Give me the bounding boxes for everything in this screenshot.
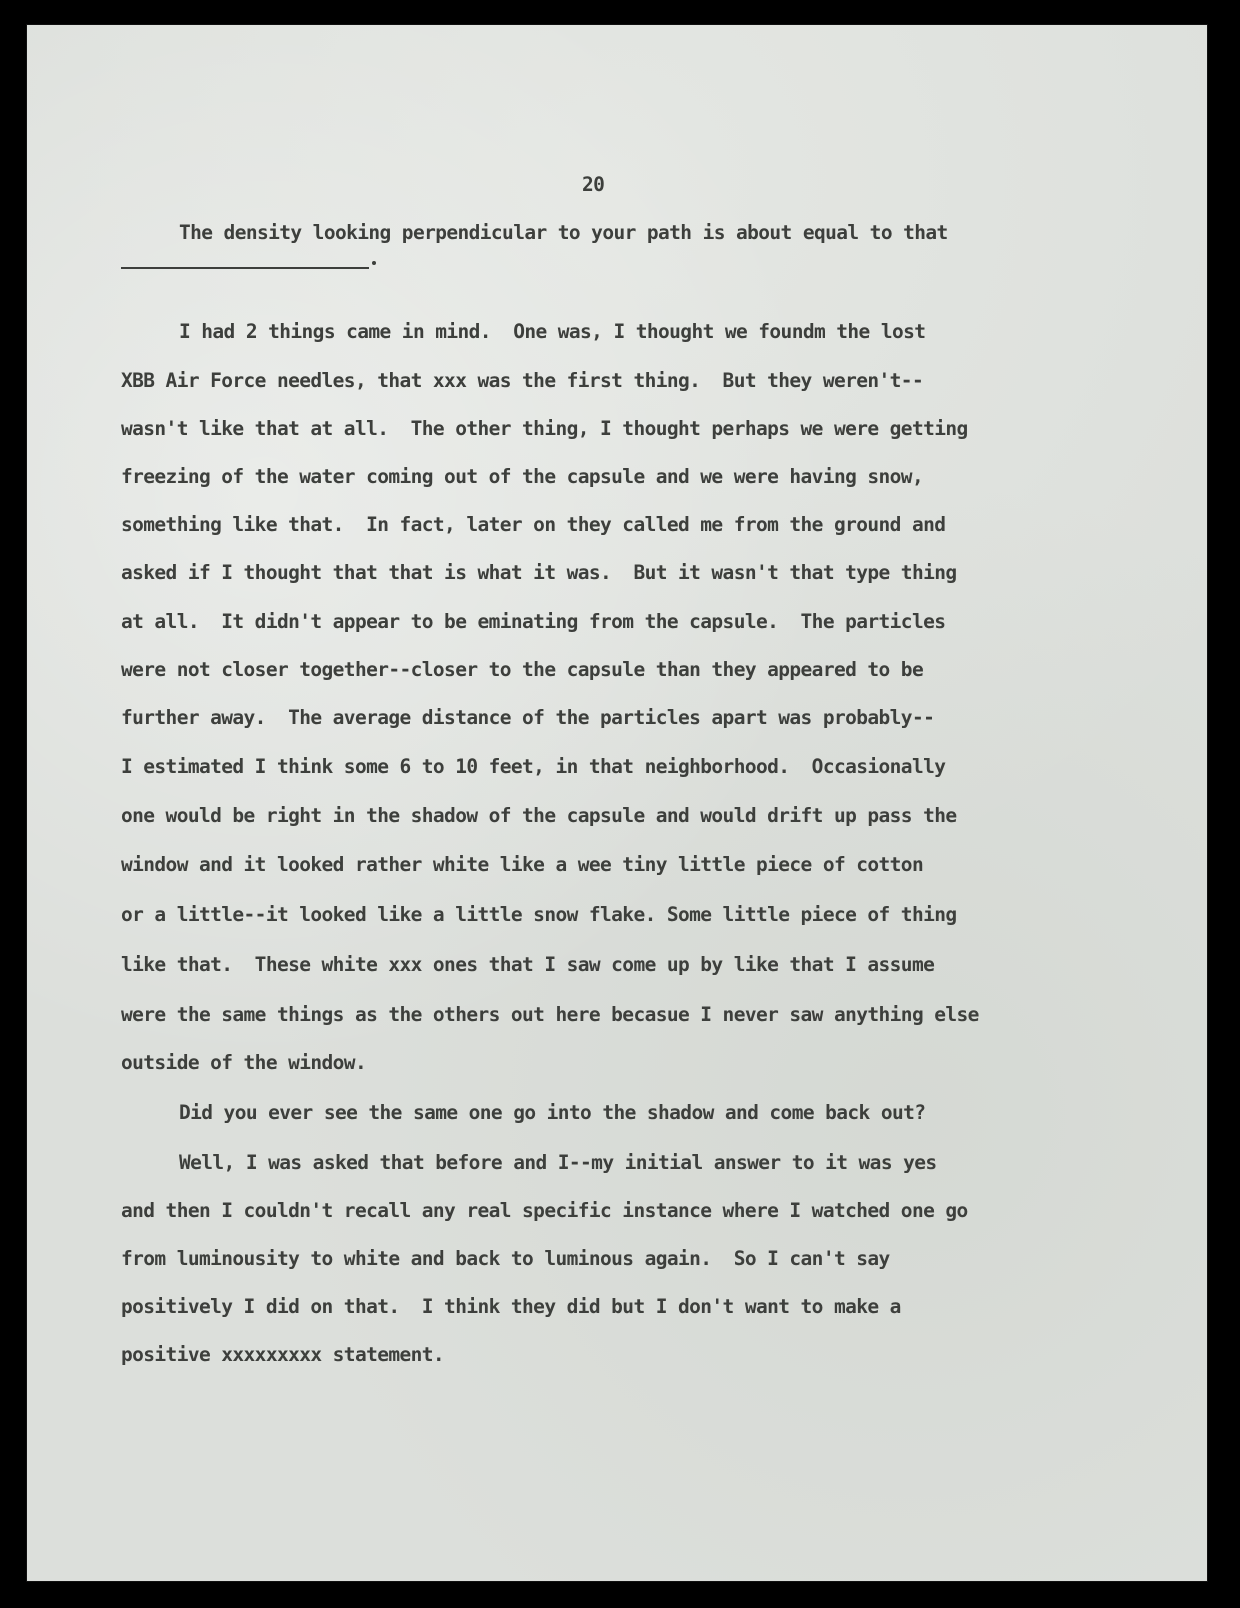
question-1: The density looking perpendicular to your path is about equal to that bbox=[179, 221, 948, 244]
answer-1-line: further away. The average distance of the particles apart was probably-- bbox=[121, 706, 935, 729]
answer-2-line: positive xxxxxxxxx statement. bbox=[121, 1343, 445, 1366]
page-number: 20 bbox=[582, 173, 605, 196]
answer-1-line: I estimated I think some 6 to 10 feet, in that neighborhood. Occasionally bbox=[121, 755, 946, 778]
answer-1-line: outside of the window. bbox=[121, 1051, 367, 1074]
answer-1-line: were not closer together--closer to the capsule than they appeared to be bbox=[121, 658, 924, 681]
answer-1-line: I had 2 things came in mind. One was, I thought we foundm the lost bbox=[179, 320, 926, 343]
answer-1-line: something like that. In fact, later on they called me from the ground and bbox=[121, 513, 946, 536]
answer-1-line: were the same things as the others out here becasue I never saw anything else bbox=[121, 1003, 979, 1026]
answer-2-line: positively I did on that. I think they did but I don't want to make a bbox=[121, 1295, 901, 1318]
answer-1-line: or a little--it looked like a little snow flake. Some little piece of thing bbox=[121, 903, 957, 926]
answer-2-line: Well, I was asked that before and I--my initial answer to it was yes bbox=[179, 1151, 937, 1174]
answer-1-line: at all. It didn't appear to be eminating from the capsule. The particles bbox=[121, 610, 946, 633]
question-2: Did you ever see the same one go into the shadow and come back out? bbox=[179, 1101, 926, 1124]
blank-response-period bbox=[372, 261, 376, 265]
answer-1-line: window and it looked rather white like a wee tiny little piece of cotton bbox=[121, 853, 924, 876]
answer-1-line: like that. These white xxx ones that I saw come up by like that I assume bbox=[121, 953, 935, 976]
answer-1-line: freezing of the water coming out of the capsule and we were having snow, bbox=[121, 465, 924, 488]
answer-1-line: wasn't like that at all. The other thing, I thought perhaps we were getting bbox=[121, 417, 968, 440]
document-page bbox=[26, 24, 1208, 1582]
answer-1-line: asked if I thought that that is what it was. But it wasn't that type thing bbox=[121, 561, 957, 584]
answer-2-line: and then I couldn't recall any real specific instance where I watched one go bbox=[121, 1199, 968, 1222]
answer-1-line: one would be right in the shadow of the capsule and would drift up pass the bbox=[121, 804, 957, 827]
answer-1-line: XBB Air Force needles, that xxx was the first thing. But they weren't-- bbox=[121, 369, 924, 392]
answer-2-line: from luminousity to white and back to luminous again. So I can't say bbox=[121, 1247, 890, 1270]
blank-response-line bbox=[121, 267, 369, 269]
